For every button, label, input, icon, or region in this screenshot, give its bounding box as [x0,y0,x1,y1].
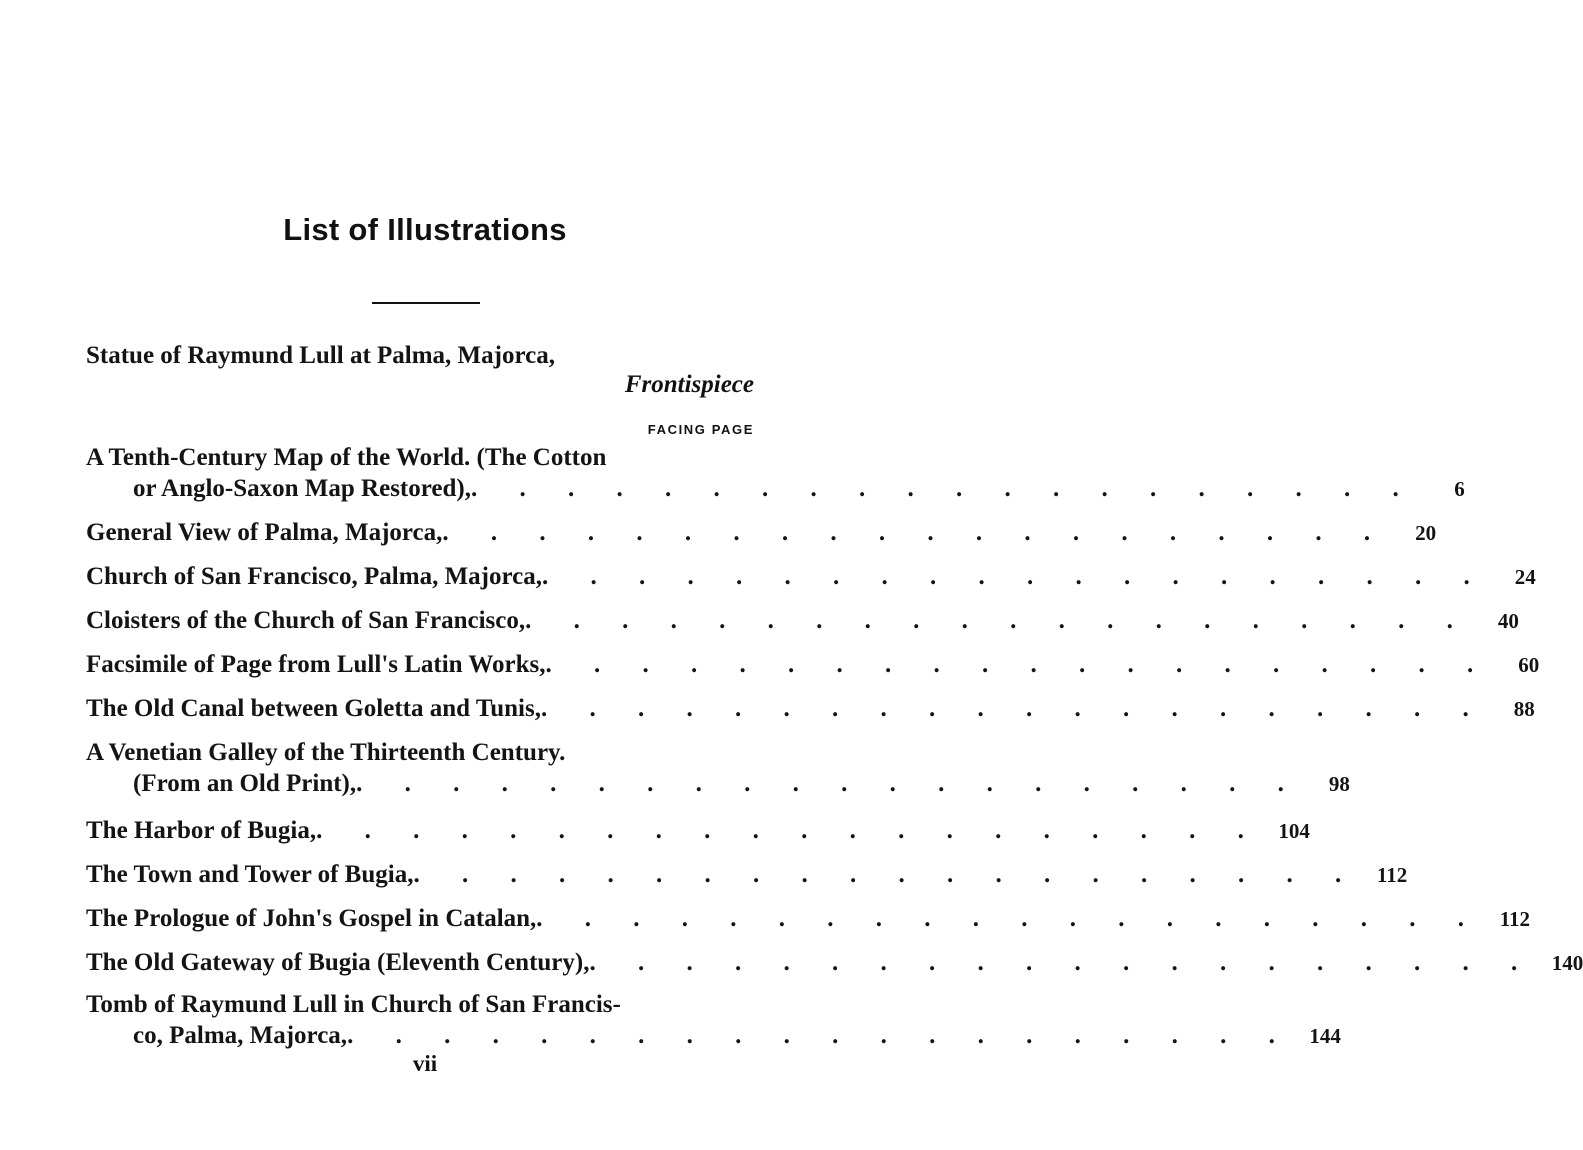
list-item [86,442,1465,504]
entry-text-continued: or Anglo-Saxon Map Restored), [133,475,471,502]
page-number: 98 [1328,772,1350,796]
page-number: 140 [1551,951,1583,975]
dot-leader: . . . . . . . . . . . . . . . . . . . . [347,1022,1293,1049]
page-number: 112 [1499,907,1531,931]
entry-text: The Old Gateway of Bugia (Eleventh Century), [86,949,590,976]
dot-leader: . . . . . . . . . . . . . . . . . . . . [536,905,1483,932]
entry-text: Tomb of Raymund Lull in Church of San Francis- [86,991,621,1018]
list-item [86,605,1519,636]
frontispiece-label: Frontispiece [624,371,754,398]
list-item [86,815,1310,846]
list-item [86,989,1341,1051]
dot-leader: . . . . . . . . . . . . . . . . . . . . [413,861,1360,888]
entry-text: A Venetian Galley of the Thirteenth Century. [86,739,566,766]
page-number: 104 [1278,819,1310,843]
entry-text: Cloisters of the Church of San Francisco, [86,607,526,634]
page-number: 144 [1309,1024,1341,1048]
page-number: 20 [1415,521,1437,545]
frontispiece-entry [86,340,754,371]
entry-text-continued: (From an Old Print), [133,770,357,797]
page-number: 88 [1513,697,1535,721]
dot-leader: . . . . . . . . . . . . . . . . . . . . [540,695,1487,722]
dot-leader: . . . . . . . . . . . . . . . . . . . . [541,563,1488,590]
dot-leader: . . . . . . . . . . . . . . . . . . . . [589,949,1536,976]
list-item [86,649,1540,680]
entry-text: The Harbor of Bugia, [86,817,317,844]
list-item [86,737,1350,799]
list-item [86,517,1437,548]
entry-text: The Town and Tower of Bugia, [86,861,414,888]
page-number: 6 [1454,477,1465,501]
list-item [86,859,1408,890]
facing-page-heading: FACING PAGE [647,422,754,437]
page-folio: vii [412,1051,438,1076]
page-number: 24 [1514,565,1536,589]
entry-text: A Tenth-Century Map of the World. (The Cotton [86,444,607,471]
page-number: 112 [1376,863,1408,887]
list-item [86,947,1583,978]
dot-leader: . . . . . . . . . . . . . . . . . . . . [545,651,1492,678]
page-number: 40 [1497,609,1519,633]
entry-text: Statue of Raymund Lull at Palma, Majorca, [86,342,555,369]
entry-text: Church of San Francisco, Palma, Majorca, [86,563,542,590]
list-item [86,561,1536,592]
dot-leader: . . . . . . . . . . . . . . . . . . . . [356,770,1302,797]
entry-text: Facsimile of Page from Lull's Latin Works, [86,651,546,678]
list-item [86,903,1531,934]
page-number: 60 [1518,653,1540,677]
entry-text: General View of Palma, Majorca, [86,519,443,546]
dot-leader: . . . . . . . . . . . . . . . . . . . . [442,519,1389,546]
dot-leader: . . . . . . . . . . . . . . . . . . . . [470,475,1417,502]
entry-text: The Prologue of John's Gospel in Catalan, [86,905,537,932]
dot-leader: . . . . . . . . . . . . . . . . . . . . [525,607,1471,634]
page-title: List of Illustrations [283,212,567,247]
title-rule [372,302,480,304]
dot-leader: . . . . . . . . . . . . . . . . . . . . [316,817,1262,844]
list-item [86,693,1535,724]
entry-text-continued: co, Palma, Majorca, [133,1022,348,1049]
entry-text: The Old Canal between Goletta and Tunis, [86,695,541,722]
